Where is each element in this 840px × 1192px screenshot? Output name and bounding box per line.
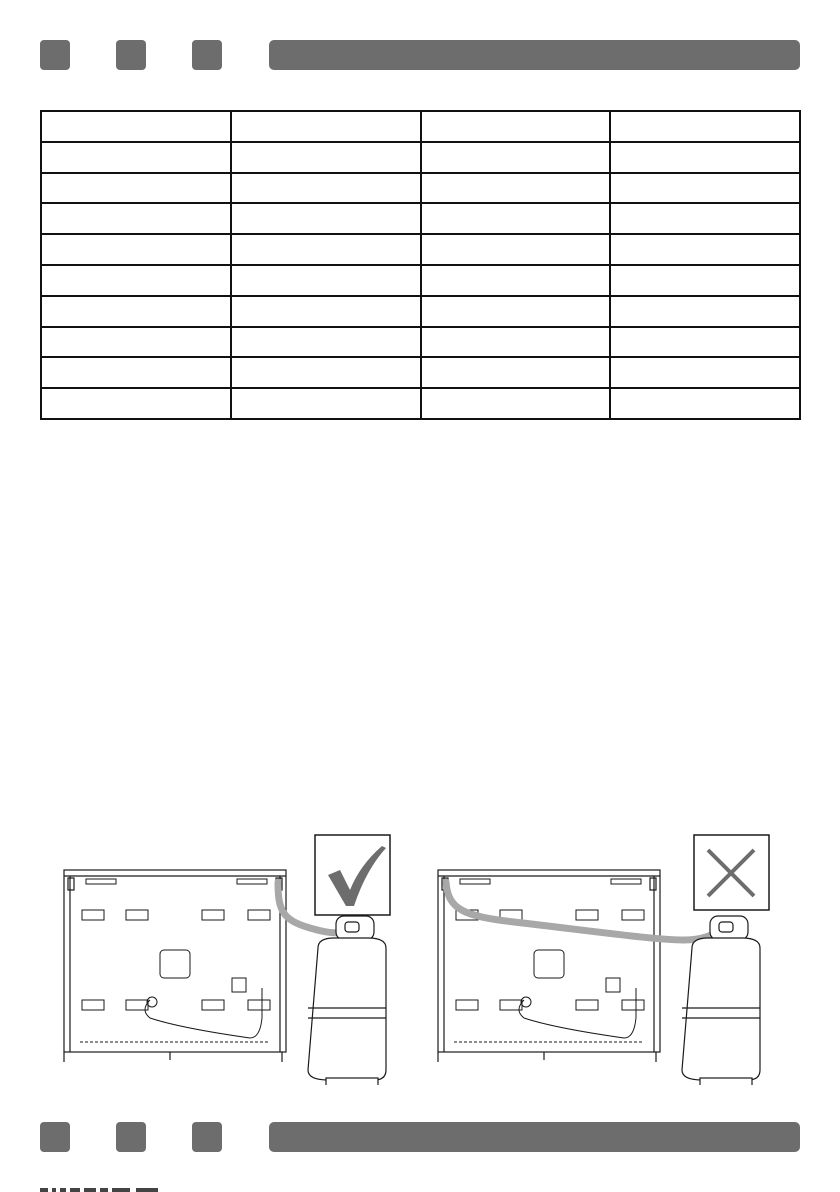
footer-square-3 [192, 1122, 222, 1152]
table-cell [231, 173, 421, 204]
table-cell [421, 111, 611, 142]
table-cell [610, 111, 800, 142]
table-row [41, 327, 800, 358]
table-cell [41, 111, 231, 142]
footer-square-2 [116, 1122, 146, 1152]
table-cell [421, 327, 611, 358]
table-cell [421, 296, 611, 327]
appliance-back-panel [64, 870, 286, 1062]
table-cell [421, 388, 611, 419]
table-cell [610, 296, 800, 327]
table-row [41, 173, 800, 204]
table-row [41, 388, 800, 419]
table-cell [231, 234, 421, 265]
table-cell [421, 173, 611, 204]
table-cell [610, 388, 800, 419]
table-row [41, 234, 800, 265]
table-cell [610, 173, 800, 204]
cropped-footer-text [40, 1180, 170, 1192]
figure-incorrect-connection [434, 830, 794, 1085]
cross-icon [694, 835, 769, 910]
table-cell [610, 265, 800, 296]
table-cell [41, 357, 231, 388]
table-cell [610, 234, 800, 265]
checkmark-icon [315, 835, 390, 915]
table-row [41, 296, 800, 327]
table-cell [421, 357, 611, 388]
table-cell [41, 173, 231, 204]
table-cell [610, 327, 800, 358]
header-square-3 [192, 40, 222, 70]
table-cell [231, 111, 421, 142]
table-cell [610, 142, 800, 173]
gas-hose [446, 882, 726, 940]
table-cell [231, 203, 421, 234]
figure-correct-connection [60, 830, 420, 1085]
gas-cylinder [308, 916, 386, 1085]
table-cell [41, 203, 231, 234]
table-cell [421, 234, 611, 265]
header-bar [269, 40, 800, 70]
appliance-back-panel [438, 870, 660, 1062]
table-cell [41, 265, 231, 296]
table-cell [231, 296, 421, 327]
table-cell [231, 327, 421, 358]
table-row [41, 265, 800, 296]
table-cell [41, 142, 231, 173]
table-cell [421, 265, 611, 296]
table-cell [421, 203, 611, 234]
table-cell [231, 142, 421, 173]
header-square-2 [116, 40, 146, 70]
table-cell [41, 296, 231, 327]
table-cell [231, 388, 421, 419]
table-row [41, 142, 800, 173]
table-cell [41, 388, 231, 419]
spec-table [40, 110, 801, 420]
table-cell [41, 234, 231, 265]
table-cell [610, 357, 800, 388]
table-cell [421, 142, 611, 173]
table-row [41, 357, 800, 388]
footer-bar [269, 1122, 800, 1152]
footer-square-1 [40, 1122, 70, 1152]
table-row [41, 203, 800, 234]
table-cell [610, 203, 800, 234]
table-cell [231, 265, 421, 296]
table-row [41, 111, 800, 142]
table-cell [231, 357, 421, 388]
header-square-1 [40, 40, 70, 70]
table-cell [41, 327, 231, 358]
